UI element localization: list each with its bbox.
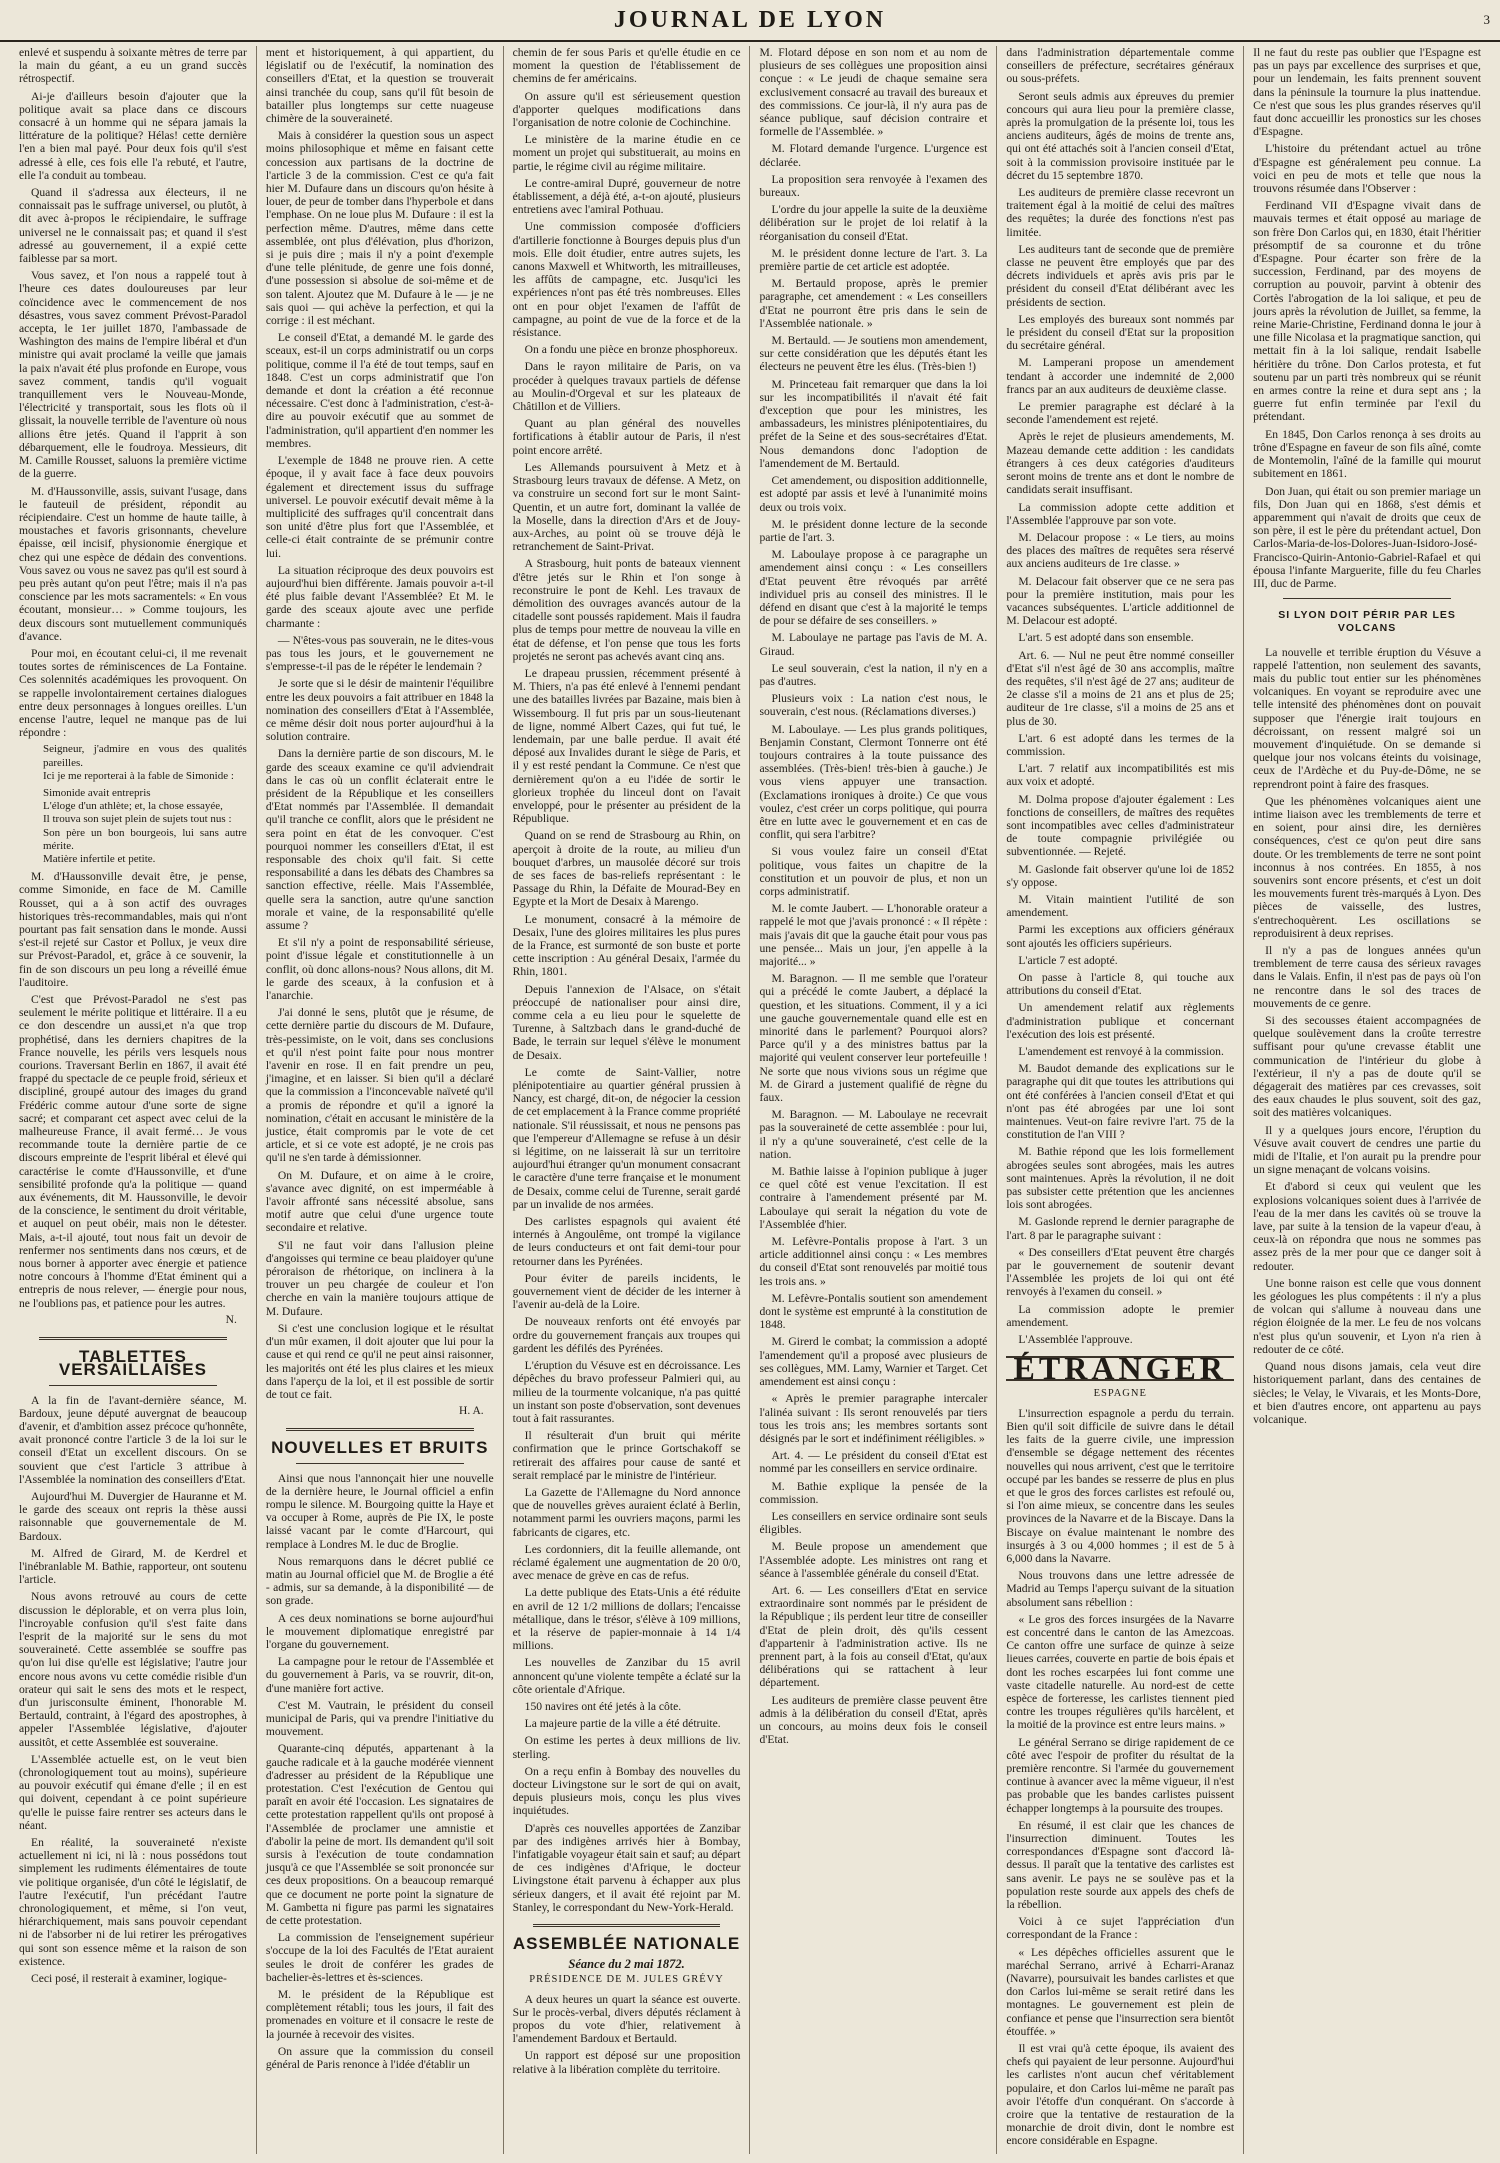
paragraph: M. le président de la République est complètement rétabli; tous les jours, il fait des promenades en voiture et il consacre le reste de la journée à recevoir des visites. — [265, 1988, 494, 2041]
paragraph: Si des secousses étaient accompagnées de quelque soulèvement dans la croûte terrestre suffisant pour qu'une crevasse établit une communication de l'intérieur du globe à l'extérieur, il n'y a pas de doute qu'il se dégagerait des matières par ces crevasses, soit des eaux chaudes le plus souvent, soit des gaz, soit des matières volcaniques. — [1253, 1014, 1481, 1120]
paragraph: L'éruption du Vésuve est en décroissance. Les dépêches du bravo professeur Palmieri qui, au milieu de la tourmente volcanique, n'a pas quitté un instant son poste d'observation, sont devenues tout à fait rassurantes. — [512, 1359, 741, 1425]
paragraph: A deux heures un quart la séance est ouverte. Sur le procès-verbal, divers députés réclament à propos du vote d'hier, relativement à l'amendement Bardoux et Bertauld. — [512, 1992, 741, 2046]
paragraph: M. Bathie répond que les lois formellement abrogées seules sont abrogées, mais les autres sont maintenues. Après la révolution, il ne doit pas subsister cette prétention que les anciennes lois sont abrogées. — [1006, 1145, 1235, 1212]
paragraph: ment et historiquement, à qui appartient, du législatif ou de l'exécutif, la nomination des conseillers d'Etat, et la question se trouverait ainsi tranchée du coup, sans qu'il fût besoin de batailler plus longtemps sur cette nuageuse chimère de la souveraineté. — [265, 46, 494, 126]
paragraph: Don Juan, qui était ou son premier mariage un fils, Don Juan qui en 1868, s'est démis et apparemment qui n'avait de droits que ceux de son père, il est le père du prétendant actuel, Don Carlos-Maria-de-los-Dolores-Juan-Isidoro-José-Francisco-Quirin-Antonio-Gabriel-Rafael et qui épousa l'infante Marguerite, fille du feu Charles III, duc de Parme. — [1253, 484, 1481, 590]
paragraph: dans l'administration départementale comme conseillers de préfecture, secrétaires généraux ou sous-préfets. — [1006, 46, 1235, 86]
section-heading: TABLETTES VERSAILLAISES — [58, 1347, 207, 1380]
paragraph: Mais à considérer la question sous un aspect moins philosophique et même en faisant cette concession aux partisans de la doctrine de l'article 3 de la commission. C'est ce qu'a fait hier M. Dufaure dans un discours qu'on hésite à louer, de peur de tomber dans l'hyperbole et dans l'emphase. On ne loue plus M. Dufaure : il est la perfection même. D'autres, même dans cette assemblée, ont plus d'élévation, plus d'horizon, si je puis dire ; mais il n'y a point d'exemple d'une telle plénitude, de genre une fois donné, d'une possession si absolue de soi-même et de son talent. Ajoutez que M. Dufaure à le — je ne sais quoi — qui achève la perfection, et qui la corrige : il est méchant. — [265, 129, 494, 328]
paragraph: La dette publique des Etats-Unis a été réduite en avril de 12 1/2 millions de dollars; l'encaisse métallique, dans le trésor, s'élève à 109 millions, et la réserve de papier-monnaie à 14 1/4 millions. — [512, 1586, 741, 1653]
paragraph: Si c'est une conclusion logique et le résultat d'un mûr examen, il doit ajouter que lui pour la cause et qui rend ce qu'il ne peut ainsi raisonner, les majorités ont été les plus claires et les mieux dans l'aperçu de la loi, et il est possible de sortir de tout ce fait. — [265, 1321, 494, 1401]
paragraph: M. le président donne lecture de l'art. 3. La première partie de cet article est adoptée. — [759, 246, 988, 274]
paragraph: M. Delacour fait observer que ce ne sera pas pour la première institution, mais pour les vacances subséquentes. L'article additionnel de M. Delacour est adopté. — [1006, 574, 1235, 628]
paragraph: Il résulterait d'un bruit qui mérite confirmation que le prince Gortschakoff se retirerait des affaires pour cause de santé et serait remplacé par le ministre de l'intérieur. — [512, 1429, 741, 1482]
paragraph: M. Gaslonde fait observer qu'une loi de 1852 s'y oppose. — [1006, 862, 1235, 889]
paragraph: L'Assemblée l'approuve. — [1018, 1333, 1133, 1347]
paragraph: A la fin de l'avant-dernière séance, M. Bardoux, jeune député auvergnat de beaucoup d'avenir, et d'ambition assez précoce qu'honnête, avait prononcé contre l'article 3 de la loi sur le conseil d'Etat un excellent discours. On se souvient que c'est l'article 3 attribue à l'Assemblée la nomination des conseillers d'Etat. — [19, 1393, 247, 1486]
paragraph: « Des conseillers d'Etat peuvent être chargés par le gouvernement de soutenir devant l'Assemblée les projets de loi qui ont été renvoyés à l'examen du conseil. » — [1006, 1245, 1235, 1299]
paragraph: L'exemple de 1848 ne prouve rien. A cette époque, il y avait face à face deux pouvoirs également et directement issus du suffrage universel. Le pouvoir exécutif devait même à la multiplicité des suffrages qu'il concentrait dans son unité d'être plus fort que l'Assemblée, et celle-ci était contrainte de se prémunir contre lui. — [265, 454, 494, 560]
paragraph: On assure que la commission du conseil général de Paris renonce à l'idée d'établir un — [265, 2044, 494, 2072]
paragraph: Que les phénomènes volcaniques aient une intime liaison avec les tremblements de terre et en soient, pour ainsi dire, les dernières conséquences, c'est ce qu'on peut dire sans doute. Or les tremblements de terre ne sont point inconnus à nos contrées. En 1855, à nos souvenirs sont encore présents, et c'est un doit les mouvements furent très-marqués à Lyon. Des pièces de vaisselle, des lustres, s'entrechoquèrent. Les oscillations se reproduisirent à deux reprises. — [1253, 794, 1481, 940]
paragraph: Vous savez, et l'on nous a rappelé tout à l'heure ces dates douloureuses par leur coïncidence avec le commencement de nos désastres, vous savez comment Prévost-Paradol accepta, le 1er juillet 1870, l'ambassade de Washington des mains de l'empire libéral et d'un ministre qui avait proclamé la veille que jamais la paix n'avait été plus profonde en Europe, vous savez comment, tandis qu'il voguait tranquillement vers le Nouveau-Monde, l'électricité y transportait, sous les flots où il glissait, la nouvelle terrible de l'aventure où nous allions être jetés. Quand il l'apprit à son débarquement, elle le foudroya. Messieurs, dit M. Camille Rousset, saluons la première victime de la guerre. — [19, 269, 247, 481]
paragraph: Ceci posé, il resterait à examiner, logique- — [31, 1972, 227, 1986]
paragraph: Les cordonniers, dit la feuille allemande, ont réclamé également une augmentation de 20 0/0, avec menace de grève en cas de refus. — [512, 1542, 741, 1583]
paragraph: Une bonne raison est celle que vous donnent les géologues les plus compétents : il n'y a plus de volcan qui s'allume à nouveau dans une région éloignée de la mer. Le feu de nos volcans n'est plus qu'un souvenir, et Lyon n'a rien à redouter de ce côté. — [1253, 1276, 1481, 1356]
paragraph: A Strasbourg, huit ponts de bateaux viennent d'être jetés sur le Rhin et l'on songe à reconstruire le pont de Kehl. Les travaux de démolition des ouvrages avancés autour de la citadelle sont poussés rapidement. Mais il faudra plus de temps pour mettre de nouveau la ville en état de défense, et l'on pense que tous les forts projetés ne seront pas achevés avant cinq ans. — [512, 557, 741, 663]
paragraph: Nous remarquons dans le décret publié ce matin au Journal officiel que M. de Broglie a été - admis, sur sa demande, à la disponibilité — de son grade. — [265, 1554, 494, 1608]
paragraph: Un amendement relatif aux règlements d'administration publique et concernant l'exécution des lois est présenté. — [1006, 1001, 1235, 1041]
paragraph: Nous avons retrouvé au cours de cette discussion le déplorable, et on verra plus loin, l'incroyable confusion qu'il s'est faite dans l'esprit de la majorité sur le sens du mot souveraineté. Cette assemblée se souffre pas qu'on lui dise qu'elle est législative; l'autre jour encore nous avons vu cette comédie risible d'un orateur qui sait le sens des mots et le respect, d'un jurisconsulte éminent, l'honorable M. Bertauld, contraint, à l'égard des apostrophes, à appeler l'Assemblée législative, d'ajouter aussitôt, et cette Assemblée est souveraine. — [19, 1590, 247, 1749]
paragraph: La commission adopte cette addition et l'Assemblée l'approuve par son vote. — [1006, 500, 1235, 527]
paragraph: Pour éviter de pareils incidents, le gouvernement vient de décider de les interner à l'avenir au-delà de la Loire. — [512, 1271, 741, 1312]
paragraph: La nouvelle et terrible éruption du Vésuve a rappelé l'attention, non seulement des savants, mais du public tout entier sur les phénomènes volcaniques. En voyant se reproduire avec une telle intensité des phénomènes dont on pouvait supposer que l'énergie irait toujours en décroissant, on ressent malgré soi un mouvement d'inquiétude. On se demande si quelque jour nos volcans éteints du voisinage, ceux de l'Ardèche et du Puy-de-Dôme, ne se reprendront point à faire des frasques. — [1253, 645, 1481, 791]
paragraph: Il n'y a pas de longues années qu'un tremblement de terre causa des sérieux ravages dans le Valais. Enfin, il n'est pas de pays où l'on ne rencontre dans le sol des traces de mouvements de ce genre. — [1253, 944, 1481, 1010]
paragraph: M. Bathie laisse à l'opinion publique à juger ce quel côté est venue l'excitation. Il est contraire à l'amendement présenté par M. Laboulaye qui serait la négation du vote de l'Assemblée d'hier. — [759, 1165, 988, 1231]
paragraph: En résumé, il est clair que les chances de l'insurrection diminuent. Toutes les correspondances d'Espagne sont d'accord là-dessus. Il paraît que la tentative des carlistes est sans avenir. Le pays ne se soulève pas et la population reste sourde aux appels des chefs de la rébellion. — [1006, 1818, 1235, 1911]
session-date: Séance du 2 mai 1872. — [568, 1957, 685, 1972]
verse-line: Seigneur, j'admire en vous des qualités pareilles. — [43, 743, 247, 769]
paragraph: En 1845, Don Carlos renonça à ses droits au trône d'Espagne en faveur de son fils aîné, comte de Montemolin, l'aîné de la famille qui mourut subitement en 1861. — [1253, 427, 1481, 481]
paragraph: « Le gros des forces insurgées de la Navarre est concentré dans le canton de las Amezcoas. Ce canton offre une surface de quinze à seize lieues carrées, couverte en partie de bois épais et dont les roches escarpées lui font comme une vaste citadelle naturelle. Au nord-est de cette espèce de forteresse, les carlistes tiennent pied contre les troupes régulières qu'ils harcèlent, et la moitié de la province est entre leurs mains. » — [1006, 1612, 1235, 1732]
paragraph: Dans le rayon militaire de Paris, on va procéder à quelques travaux partiels de défense au Moulin-d'Orgeval et sur les plateaux de Châtillon et de Villiers. — [512, 360, 741, 414]
paragraph: La situation réciproque des deux pouvoirs est aujourd'hui bien différente. Jamais pouvoir a-t-il été plus faible devant l'Assemblée? Et M. le garde des sceaux ajoute avec une perfide charmante : — [265, 563, 494, 630]
subsection-heading: ESPAGNE — [1093, 1388, 1147, 1400]
paragraph: On a fondu une pièce en bronze phosphoreux. — [524, 343, 738, 357]
paragraph: La proposition sera renvoyée à l'examen des bureaux. — [759, 172, 988, 200]
paragraph: Il est vrai qu'à cette époque, ils avaient des chefs qui payaient de leur personne. Aujourd'hui les carlistes n'ont aucun chef véritablement populaire, et don Carlos lui-même ne paraît pas avoir l'étoffe d'un conquérant. On s'accorde à croire que la tentative de restauration de la monarchie de droit divin, dont le nombre est encore considérable en Espagne. — [1006, 2042, 1235, 2148]
paragraph: Nous trouvons dans une lettre adressée de Madrid au Temps l'aperçu suivant de la situation absolument sans rébellion : — [1006, 1569, 1235, 1609]
paragraph: M. le comte Jaubert. — L'honorable orateur a rappelé le mot que j'avais prononcé : « Il répète : mais j'avais dit que la gauche était pour vous pas une pensée... Mais un jour, j'en appelle à la majorité... » — [759, 902, 988, 968]
paragraph: C'est M. Vautrain, le président du conseil municipal de Paris, qui va prendre l'initiative du mouvement. — [265, 1698, 494, 1739]
paragraph: On a reçu enfin à Bombay des nouvelles du docteur Livingstone sur le sort de qui on avait, depuis plusieurs mois, conçu les plus vives inquiétudes. — [512, 1764, 741, 1818]
paragraph: Cet amendement, ou disposition additionnelle, est adopté par assis et levé à l'unanimité moins deux ou trois voix. — [759, 474, 988, 514]
columns — [10, 46, 1490, 2154]
paragraph: Quarante-cinq députés, appartenant à la gauche radicale et à la gauche modérée viennent d'adresser au président de la République une protestation. C'est l'exécution de Gentou qui paraît en avoir été l'occasion. Les signataires de cette protestation rappellent qu'ils ont proposé à l'Assemblée de proclamer une amnistie et d'abolir la peine de mort. Ils demandent qu'il soit sursis à l'exécution de toute condamnation jusqu'à ce que l'Assemblée se soit prononcée sur ces deux propositions. On a beaucoup remarqué que ce document ne porte point la signature de M. Gambetta ni figure pas parmi les signataires de cette protestation. — [265, 1742, 494, 1928]
paragraph: Le comte de Saint-Vallier, notre plénipotentiaire au quartier général prussien à Nancy, est chargé, dit-on, de négocier la cession de cet emplacement à la France comme propriété nationale. S'il réussissait, et nous ne pensons pas que l'empereur d'Allemagne se refuse à un désir si légitime, on ne laisserait là sur un territoire aujourd'hui étranger qu'un monument consacrant le caractère d'une terre française et le monument de Desaix, comme celui de Turenne, serait gardé par un invalide de nos armées. — [512, 1065, 741, 1211]
verse-line: Son père un bon bourgeois, lui sans autre mérite. — [43, 826, 247, 852]
section-heading-foreign: ÉTRANGER — [1006, 1356, 1234, 1381]
paragraph: M. Lefèvre-Pontalis propose à l'art. 3 un article additionnel ainsi conçu : « Les membres du conseil d'Etat sont renouvelés par moitié tous les trois ans. » — [759, 1235, 988, 1288]
paragraph: enlevé et suspendu à soixante mètres de terre par la main du géant, a eu un grand succès rétrospectif. — [19, 46, 247, 86]
paragraph: La commission de l'enseignement supérieur s'occupe de la loi des Facultés de l'Etat auraient seules le droit de conférer les grades de bachelier-ès-lettres et ès-sciences. — [265, 1931, 494, 1984]
paragraph: Le premier paragraphe est déclaré à la seconde l'amendement est rejeté. — [1006, 400, 1235, 427]
paragraph: M. le président donne lecture de la seconde partie de l'art. 3. — [759, 517, 988, 544]
verse-line: Simonide avait entrepris — [43, 786, 151, 799]
paragraph: M. d'Haussonville devait être, je pense, comme Simonide, en face de M. Camille Rousset, qui a à son actif des ouvrages historiques très-recommandables, mais qui n'ont pourtant pas fait sensation dans le monde. Aussi s'est-il rejeté sur Castor et Pollux, je veux dire sur Prévost-Paradol, et, grâce à ce souvenir, la fin de son discours un peu long a réveillé émue l'auditoire. — [19, 870, 247, 989]
paragraph: On M. Dufaure, et on aime à le croire, s'avance avec dignité, on est imperméable à l'avoir affronté sans nécessité absolue, sans motif autre que celui d'une urgence toute secondaire et relative. — [265, 1168, 494, 1235]
paragraph: De nouveaux renforts ont été envoyés par ordre du gouvernement français aux troupes qui gardent les défilés des Pyrénées. — [512, 1315, 741, 1355]
verse-line: L'éloge d'un athlète; et, la chose essayée, — [43, 800, 223, 813]
paragraph: M. Gaslonde reprend le dernier paragraphe de l'art. 8 par le paragraphe suivant : — [1006, 1215, 1235, 1242]
paragraph: M. Laboulaye. — Les plus grands politiques, Benjamin Constant, Clermont Tonnerre ont été toujours contraires à la toute puissance des assemblées. (Très-bien! très-bien à gauche.) Je vous viens appuyer une transaction. (Exclamations ironiques à droite.) Ce que vous voulez, c'est créer un corps politique, qui pourra être en lutte avec le gouvernement et en cas de conflit, qui sera l'arbitre? — [759, 722, 988, 842]
paragraph: Les conseillers en service ordinaire sont seuls éligibles. — [759, 1509, 988, 1537]
column-1 — [10, 46, 257, 2154]
paragraph: Des carlistes espagnols qui avaient été internés à Angoulême, ont trompé la vigilance de leurs conducteurs et ont fait demi-tour pour retourner dans les Pyrénées. — [512, 1215, 741, 1268]
paragraph: Les employés des bureaux sont nommés par le président du conseil d'Etat sur la proposition du secrétaire général. — [1006, 312, 1235, 353]
divider — [1283, 598, 1451, 599]
paragraph: L'art. 5 est adopté dans son ensemble. — [1018, 631, 1194, 645]
divider — [533, 1924, 721, 1927]
paragraph: Le seul souverain, c'est la nation, il n'y en a pas d'autres. — [759, 661, 988, 688]
paragraph: M. Bertauld. — Je soutiens mon amendement, sur cette considération que les députés étant les électeurs ne peuvent être les élus. (Très-bien !) — [759, 334, 988, 374]
paragraph: Les Allemands poursuivent à Metz et à Strasbourg leurs travaux de défense. A Metz, on va construire un second fort sur le mont Saint-Quentin, et un autre fort, dominant la vallée de la Moselle, dans la direction d'Ars et de Jouy-aux-Arches, au point où se trouve déjà le retranchement de Saint-Privat. — [512, 460, 741, 554]
paragraph: Parmi les exceptions aux officiers généraux sont ajoutés les officiers supérieurs. — [1006, 923, 1235, 950]
paragraph: M. Girerd le combat; la commission a adopté l'amendement qu'il a proposé avec plusieurs de ses collègues, MM. Lamy, Warnier et Target. Cet amendement est ainsi conçu : — [759, 1335, 988, 1389]
paragraph: « Après le premier paragraphe intercaler l'alinéa suivant : Ils seront renouvelés par tiers tous les trois ans; les membres sortants sont désignés par le sort et indéfiniment rééligibles. » — [759, 1392, 988, 1445]
verse-line: Matière infertile et petite. — [43, 852, 156, 865]
column-3 — [504, 46, 751, 2154]
paragraph: M. Laboulaye propose à ce paragraphe un amendement ainsi conçu : « Les conseillers d'Etat peuvent être révoqués par arrêté individuel pris au conseil des ministres. Il le défend en disant que c'est à la majorité le temps de pour se défaire de ses conseillers. » — [759, 548, 988, 628]
paragraph: L'ordre du jour appelle la suite de la deuxième délibération sur le projet de loi relatif à la réorganisation du conseil d'Etat. — [759, 203, 988, 243]
paragraph: L'art. 7 relatif aux incompatibilités est mis aux voix et adopté. — [1006, 762, 1235, 789]
paragraph: M. Delacour propose : « Le tiers, au moins des places des maîtres de requêtes sera réservé aux anciens auditeurs de 1re classe. » — [1006, 530, 1235, 571]
paragraph: La commission adopte le premier amendement. — [1006, 1302, 1235, 1329]
divider — [296, 1463, 464, 1464]
paragraph: M. Baudot demande des explications sur le paragraphe qui dit que toutes les attributions qui ont été conférées à l'ancien conseil d'Etat et qui n'ont pas été abrogées par une loi sont maintenues. Veut-on faire revivre l'art. 75 de la constitution de l'an VIII ? — [1006, 1062, 1235, 1142]
paragraph: Le drapeau prussien, récemment présenté à M. Thiers, n'a pas été enlevé à l'ennemi pendant une des batailles livrées par Bazaine, mais bien à Wissembourg. Il fut pris par un sous-lieutenant de ligne, nommé Albert Cazes, qui fut tué, le lendemain, par une balle perdue. Il avait été déposé aux Invalides durant le siège de Paris, et il y est resté pendant la Commune. Ce n'est que dernièrement qu'on a eu l'idée de sortir le glorieux trophée du linceul dont on l'avait enveloppé, pour le présenter au président de la République. — [512, 666, 741, 826]
column-5 — [997, 46, 1244, 2154]
paragraph: Le contre-amiral Dupré, gouverneur de notre établissement, a déjà été, a-t-on ajouté, plusieurs entretiens avec l'amiral Pothuau. — [512, 176, 741, 217]
paragraph: M. Vitain maintient l'utilité de son amendement. — [1006, 892, 1235, 920]
paragraph: L'histoire du prétendant actuel au trône d'Espagne est généralement peu connue. La voici en peu de mots et telle que nous la trouvons résumée dans l'Observer : — [1253, 142, 1481, 196]
paragraph: Les auditeurs tant de seconde que de première classe ne peuvent être employés que par des décrets individuels et après avis pris par le président du conseil d'Etat délibérant avec les présidents de section. — [1006, 242, 1235, 309]
paragraph: Ainsi que nous l'annonçait hier une nouvelle de la dernière heure, le Journal officiel a enfin rompu le silence. M. Bourgoing quitte la Haye et va occuper à Rome, auprès de Pie IX, le poste laissé vacant par le comte d'Harcourt, qui remplace à Londres M. le duc de Broglie. — [265, 1471, 494, 1551]
paragraph: M. Baragnon. — M. Laboulaye ne recevrait pas la souveraineté de cette assemblée : pour lui, il n'y a qu'une souveraineté, c'est celle de la nation. — [759, 1108, 988, 1161]
paragraph: C'est que Prévost-Paradol ne s'est pas seulement le mérite politique et littéraire. Il a eu ce don descendre un aussi,et n'a que trop prophétisé, dans les derniers chapitres de la France nouvelle, les périls vers lesquels nous courions. Traversant Berlin en 1867, il avait été frappé du spectacle de ce peuple froid, sérieux et discipliné, groupé autour des images du grand Frédéric comme autour d'une sorte de signe sacré; et comparant cet aspect avec celui de la malheureuse France, il avait fermé… Je vous recommande toute la dernière partie de ce discours empreinte de l'esprit libéral et élevé qui caractérise le comte d'Haussonville, et d'une sensibilité profonde qu'a la politique — quand aux événements, dit M. Haussonville, le devoir de la conscience, le sentiment du droit véritable, et auquel on peut obéir, mais non le détester. Mais, a-t-il ajouté, tout nous fait un devoir de renfermer nos sentiments dans nos cœurs, et de nous borner à apporter avec énergie et patience notre concours à l'homme d'Etat éminent qui a entrepris de nous relever, — énergie pour nous, ne l'oublions pas, et patience pour les autres. — [19, 993, 247, 1310]
paragraph: Les auditeurs de première classe recevront un traitement égal à la moitié de celui des maîtres des requêtes; la durée des fonctions n'est pas limitée. — [1006, 186, 1235, 239]
paragraph: Plusieurs voix : La nation c'est nous, le souverain, c'est nous. (Réclamations diverses.) — [759, 692, 988, 719]
paragraph: M. d'Haussonville, assis, suivant l'usage, dans le fauteuil de président, répondit au récipiendaire. C'est un homme de haute taille, à moustaches et favoris grisonnants, chevelure épaisse, œil incisif, physionomie énergique et chez qui une espèce de dédain des conventions. Vous savez ou vous ne savez pas qu'il est sourd à peu près autant qu'on peut l'être; mais il n'a pas conscience par les mots sacramentels: « En vous écoutant, monsieur… » Comme toujours, les deux discours sont mutuellement communiqués d'avance. — [19, 484, 247, 643]
paragraph: M. Flotard dépose en son nom et au nom de plusieurs de ses collègues une proposition ainsi conçue : « Le jeudi de chaque semaine sera exclusivement consacré au travail des bureaux et des commissions. Ce jour-là, il n'y aura pas de séance publique, sauf décision contraire et formelle de l'Assemblée. » — [759, 46, 988, 139]
paragraph: Voici à ce sujet l'appréciation d'un correspondant de la France : — [1006, 1915, 1235, 1942]
page-number: 3 — [1483, 12, 1490, 27]
article-heading: SI LYON DOIT PÉRIR PAR LES VOLCANS — [1278, 609, 1456, 635]
paragraph: Les nouvelles de Zanzibar du 15 avril annoncent qu'une violente tempête a éclaté sur la côte orientale d'Afrique. — [512, 1656, 741, 1696]
paragraph: Un rapport est déposé sur une proposition relative à la libération complète du territoire. — [512, 2049, 741, 2076]
paragraph: chemin de fer sous Paris et qu'elle étudie en ce moment la question de l'établissement de chemins de fer américains. — [512, 46, 741, 86]
paragraph: Ai-je d'ailleurs besoin d'ajouter que la politique avait sa place dans ce discours consacré à un homme qui ne sépara jamais la littérature de la politique? Hélas! cette dernière l'en a bien mal payé. Pour deux fois qu'il s'est adressé à elle, ces fois elle l'a rebuté, et l'autre, elle l'a conduit au tombeau. — [19, 89, 247, 182]
paragraph: 150 navires ont été jetés à la côte. — [524, 1699, 682, 1713]
paragraph: L'amendement est renvoyé à la commission. — [1018, 1045, 1224, 1059]
paragraph: « Les dépêches officielles assurent que le maréchal Serrano, arrivé à Echarri-Aranaz (Navarre), poursuivait les bandes carlistes et que don Carlos lui-même se serait retiré dans les montagnes. Le gouvernement est plein de confiance et pense que l'insurrection sera bientôt étouffée. » — [1006, 1945, 1235, 2038]
signature: N. — [225, 1313, 237, 1326]
paragraph: L'insurrection espagnole a perdu du terrain. Bien qu'il soit difficile de suivre dans le détail les faits de la guerre civile, une impression d'ensemble se dégage nettement des récentes nouvelles qui nous arrivent, c'est que le territoire occupé par les bandes se resserre de plus en plus et que le gros des forces carlistes est refoulé ou, si l'on aime mieux, se concentre dans les seules provinces de la Navarre et de la Biscaye. Dans la Biscaye on évalue maintenant le nombre des insurgés à 3 ou 4,000 hommes ; il est de 5 à 6,000 dans la Navarre. — [1006, 1406, 1235, 1565]
paragraph: La campagne pour le retour de l'Assemblée et du gouvernement à Paris, va se rouvrir, dit-on, d'une manière fort active. — [265, 1655, 494, 1695]
column-4 — [750, 46, 997, 2154]
paragraph: Art. 6. — Les conseillers d'Etat en service extraordinaire sont nommés par le président de la République ; ils perdent leur titre de conseiller d'Etat de plein droit, dès qu'ils cessent d'appartenir à l'administration active. Ils ne prennent part, à la fois au conseil d'Etat, qu'aux délibérations qui se rattachent à leur département. — [759, 1583, 988, 1690]
paragraph: Le général Serrano se dirige rapidement de ce côté avec l'espoir de profiter du résultat de la première rencontre. Si l'armée du gouvernement continue à avancer avec la même vigueur, il n'est pas probable que les bandes carlistes puissent échapper longtemps à la poursuite des troupes. — [1006, 1735, 1235, 1815]
paragraph: Pour moi, en écoutant celui-ci, il me revenait toutes sortes de réminiscences de La Fontaine. Ces solennités académiques les provoquent. On se rappelle involontairement certaines dialogues entre deux personnages à longues oreilles. L'un encense l'autre, lequel ne manque pas de lui répondre : — [19, 646, 247, 740]
signature: H. A. — [459, 1405, 484, 1418]
paragraph: Aujourd'hui M. Duvergier de Hauranne et M. le garde des sceaux ont repris la thèse aussi raisonnable que gouvernementale de M. Bardoux. — [19, 1489, 247, 1543]
paragraph: M. Bertauld propose, après le premier paragraphe, cet amendement : « Les conseillers d'Etat ne pourront être pris dans le sein de l'Assemblée nationale. » — [759, 277, 988, 330]
paragraph: M. Flotard demande l'urgence. L'urgence est déclarée. — [759, 142, 988, 169]
paragraph: Il y a quelques jours encore, l'éruption du Vésuve avait couvert de cendres une partie du midi de l'Italie, et l'on aurait pu la prendre pour un signe menaçant de volcans voisins. — [1253, 1123, 1481, 1177]
presidency: PRÉSIDENCE DE M. JULES GRÉVY — [529, 1974, 724, 1986]
divider — [39, 1337, 227, 1340]
divider — [49, 1385, 217, 1386]
paragraph: Les auditeurs de première classe peuvent être admis à la délibération du conseil d'Etat, après un concours, au moins deux fois le conseil d'Etat. — [759, 1693, 988, 1747]
paragraph: L'article 7 est adopté. — [1018, 953, 1118, 967]
paragraph: On estime les pertes à deux millions de liv. sterling. — [512, 1734, 741, 1761]
column-6 — [1244, 46, 1490, 2154]
paragraph: Je sorte que si le désir de maintenir l'équilibre entre les deux pouvoirs a fait attribuer en 1848 la nomination des conseillers d'Etat à l'Assemblée, ce même désir doit nous porter aujourd'hui à la solution contraire. — [265, 677, 494, 744]
paragraph: En réalité, la souveraineté n'existe actuellement ni ici, ni là : nous possédons tout simplement les rudiments élémentaires de toute vie politique organisée, d'un côté le législatif, de l'autre l'exécutif, l'un précédant l'autre chronologiquement, et même, si l'on veut, hiérarchiquement, mais sans pouvoir cependant ni de l'absorber ni de lui retirer les prérogatives qui sont son essence même et la raison de son existence. — [19, 1836, 247, 1968]
paragraph: A ces deux nominations se borne aujourd'hui le mouvement diplomatique enregistré par l'organe du gouvernement. — [265, 1611, 494, 1651]
paragraph: L'Assemblée actuelle est, on le veut bien (chronologiquement tout au moins), supérieure au pouvoir exécutif qui émane d'elle ; il en est qui doivent, cependant à ce point supérieure qu'elle le puisse faire rentrer ses acteurs dans le néant. — [19, 1752, 247, 1832]
paragraph: — N'êtes-vous pas souverain, ne le dites-vous pas tous les jours, et le gouvernement ne s'empresse-t-il pas de le répéter le lendemain ? — [265, 633, 494, 674]
paragraph: Une commission composée d'officiers d'artillerie fonctionne à Bourges depuis plus d'un mois. Elle doit étudier, entre autres sujets, les canons Maxwell et Whitworth, les mitrailleuses, les affûts de campagne, etc. Jusqu'ici les expériences n'ont pas été très nombreuses. Elles ont en pour objet l'examen de l'affût de campagne, au point de vue de la force et de la résistance. — [512, 220, 741, 340]
paragraph: Si vous voulez faire un conseil d'Etat politique, vous faites un chapitre de la constitution et un pouvoir de plus, et non un corps administratif. — [759, 845, 988, 898]
paragraph: Et d'abord si ceux qui veulent que les explosions volcaniques soient dues à l'arrivée de l'eau de la mer dans les cavités où se trouve la lave, par suite à la tension de la vapeur d'eau, à ceux-là on répondra que nous ne sommes pas assez près de la mer pour que ce danger soit à redouter. — [1253, 1180, 1481, 1273]
paragraph: Le conseil d'Etat, a demandé M. le garde des sceaux, est-il un corps administratif ou un corps politique, comme il l'a été de tout temps, sauf en 1848. C'est un corps administratif que l'on demande et dont la création a été reconnue nécessaire. C'est donc à l'administration, c'est-à-dire au pouvoir exécutif que au sommet de l'administration, qu'il appartient d'en nommer les membres. — [265, 331, 494, 450]
section-heading: NOUVELLES ET BRUITS — [271, 1438, 489, 1458]
paragraph: M. Baragnon. — Il me semble que l'orateur qui a précédé le comte Jaubert, a déplacé la question, et les situations. Comment, il y a ici une gauche gouvernementale quand elle est en minorité dans le parlement? Pourquoi alors? Parce qu'il y a des ministres battus par la majorité qui veulent conserver leur portefeuille ! Ne sorte que nous vivions sous un régime que M. de Girard a justement qualifié de règne du faux. — [759, 972, 988, 1105]
newspaper-title: JOURNAL DE LYON — [613, 7, 887, 33]
paragraph: Quand nous disons jamais, cela veut dire historiquement parlant, dans des centaines de siècles; le Velay, le Vivarais, et les Monts-Dore, et bien d'autres encore, ont appartenu au pays volcanique. — [1253, 1360, 1481, 1426]
paragraph: M. Lefèvre-Pontalis soutient son amendement dont le système est emprunté à la constitution de 1848. — [759, 1291, 988, 1332]
verse-quote — [19, 787, 247, 866]
paragraph: On passe à l'article 8, qui touche aux attributions du conseil d'Etat. — [1006, 971, 1235, 998]
paragraph: M. Alfred de Girard, M. de Kerdrel et l'inébranlable M. Bathie, rapporteur, ont soutenu l'article. — [19, 1546, 247, 1587]
paragraph: Ferdinand VII d'Espagne vivait dans de mauvais termes et était opposé au mariage de son frère Don Carlos qui, en 1830, était l'héritier présomptif de sa couronne et du trône d'Espagne. Pour écarter son frère de la succession, Ferdinand, par des moyens de corruption au pouvoir, parvint à obtenir des Cortès l'abrogation de la loi salique, et peu de jours après la révolution de Juillet, sa femme, la reine Marie-Christine, Ferdinand donna le jour à une fille Nicolasa et la pragmatique sanction, qui mettait fin à la loi salique, rendait Isabelle héritière du trône. Don Carlos protesta, et fut soutenu par un parti très nombreux qui se réunit en armes contre la reine et dura sept ans ; la guerre fut enfin terminée par l'exil du prétendant. — [1253, 199, 1481, 424]
paragraph: Après le rejet de plusieurs amendements, M. Mazeau demande cette addition : les candidats étrangers à ces deux catégories d'auditeurs seront moins de trente ans et dont le nombre de candidats serait insuffisant. — [1006, 430, 1235, 497]
paragraph: On assure qu'il est sérieusement question d'apporter quelques modifications dans l'organisation de notre colonie de Cochinchine. — [512, 89, 741, 130]
section-heading: ASSEMBLÉE NATIONALE — [512, 1934, 741, 1954]
paragraph: Dans la dernière partie de son discours, M. le garde des sceaux examine ce qu'il adviendrait dans le cas où un conflit éclaterait entre le président de la République et les conseillers d'Etat nommés par l'Assemblée. Il demandait qu'il tranche ce conflit, alors que le président ne sera point en état de les convoquer. C'est pourquoi nommer les conseillers d'Etat, il est responsable des choix qu'il fait. Si cette responsabilité a dans les débats des Chambres sa sanction effective, réelle. Mais l'Assemblée, quelle sera la sanction, autre qu'une sanction morale et vaine, de la responsabilité qu'elle assume ? — [265, 747, 494, 932]
paragraph: La majeure partie de la ville a été détruite. — [524, 1717, 721, 1731]
paragraph: M. Beule propose un amendement que l'Assemblée adopte. Les ministres ont rang et séance à l'assemblée générale du conseil d'Etat. — [759, 1540, 988, 1580]
paragraph: Depuis l'annexion de l'Alsace, on s'était préoccupé de nationaliser pour ainsi dire, comme cela a eu lieu pour le squelette de Turenne, à Saltzbach dans le grand-duché de Bade, le terrain sur lequel s'élève le monument de Desaix. — [512, 982, 741, 1062]
paragraph: J'ai donné le sens, plutôt que je résume, de cette dernière partie du discours de M. Dufaure, très-pessimiste, on le voit, dans ses conclusions et qu'il n'est point faite pour nous montrer l'avenir en rose. Il en fait prendre un peu, j'imagine, et en laisser. Si bien qu'il a déclaré que la commission a l'inconcevable naïveté qu'il a promis de répondre et qu'il a ignoré la nomination, c'était en accusant le ministère de la justice, était compromis par le vote de cet article, et si ce vote est adopté, je ne crois pas qu'il ne s'en tarde à démissionner. — [265, 1006, 494, 1165]
masthead — [0, 0, 1500, 42]
verse-quote — [19, 743, 247, 783]
verse-line: Il trouva son sujet plein de sujets tout nus : — [43, 813, 232, 826]
paragraph: Seront seuls admis aux épreuves du premier concours qui aura lieu pour la première classe, après la promulgation de la présente loi, tous les anciens auditeurs, âgés de moins de trente ans, qui ont été attachés soit à l'ancien conseil d'Etat, soit à la commission provisoire instituée par le décret du 15 septembre 1870. — [1006, 89, 1235, 182]
paragraph: M. Princeteau fait remarquer que dans la loi sur les incompatibilités il n'avait été fait d'exception que pour les ministres, les ambassadeurs, les ministres plénipotentiaires, du préfet de la Seine et des sous-secrétaires d'Etat. Nous demandons donc l'adoption de l'amendement de M. Bertauld. — [759, 377, 988, 470]
paragraph: D'après ces nouvelles apportées de Zanzibar par des indigènes arrivés hier à Bombay, l'infatigable voyageur était sain et sauf; au départ de ces indigènes d'Afrique, le docteur Livingstone était parvenu à échapper aux plus sérieux dangers, et il avait été rejoint par M. Stanley, le correspondant du New-York-Herald. — [512, 1821, 741, 1914]
paragraph: M. Dolma propose d'ajouter également : Les fonctions de conseillers, de maîtres des requêtes sont incompatibles avec celles d'administrateur de toute compagnie privilégiée ou subventionnée. — Rejeté. — [1006, 792, 1235, 859]
divider — [286, 1428, 474, 1431]
paragraph: Quand on se rend de Strasbourg au Rhin, on aperçoit à droite de la route, au milieu d'un bouquet d'arbres, un mausolée décoré sur trois de ses faces de bas-reliefs représentant : le Passage du Rhin, la Défaite de Mourad-Bey en Egypte et la Mort de Desaix à Marengo. — [512, 829, 741, 909]
paragraph: M. Laboulaye ne partage pas l'avis de M. A. Giraud. — [759, 631, 988, 658]
paragraph: M. Bathie explique la pensée de la commission. — [759, 1479, 988, 1506]
paragraph: Et s'il n'y a point de responsabilité sérieuse, point d'issue légale et constitutionnelle à un conflit, où donc allons-nous? Nous allons, dit M. le garde des sceaux, à la confusion et à l'anarchie. — [265, 936, 494, 1003]
paragraph: La Gazette de l'Allemagne du Nord annonce que de nouvelles grèves auraient éclaté à Berlin, notamment parmi les ouvriers maçons, parmi les fabricants de cigares, etc. — [512, 1485, 741, 1539]
paragraph: Quand il s'adressa aux électeurs, il ne connaissait pas le suffrage universel, ou plutôt, à dit avec à-propos le récipiendaire, le suffrage universel ne le connaissait pas; et quand il s'est adressé au gouvernement, il a expié cette faiblesse par sa mort. — [19, 186, 247, 266]
column-2 — [257, 46, 504, 2154]
paragraph: M. Lamperani propose un amendement tendant à accorder une indemnité de 2,000 francs par an aux auditeurs de deuxième classe. — [1006, 356, 1235, 396]
paragraph: Le monument, consacré à la mémoire de Desaix, l'une des gloires militaires les plus pures de la France, est surmonté de son buste et porte cette inscription : Au général Desaix, l'armée du Rhin, 1801. — [512, 912, 741, 979]
paragraph: S'il ne faut voir dans l'allusion pleine d'angoisses qui termine ce beau plaidoyer qu'une péroraison de rhétorique, on inclinera à la trouver un peu chargée de couleur et l'on cherche en vain la manière toujours attique de M. Dufaure. — [265, 1238, 494, 1318]
paragraph: L'art. 6 est adopté dans les termes de la commission. — [1006, 731, 1235, 758]
paragraph: Il ne faut du reste pas oublier que l'Espagne est pas un pays par excellence des surprises et que, pour un lendemain, les faits prennent souvent dans la péninsule la tournure la plus inattendue. Ce n'est que sous les plus grandes réserves qu'il faut donc accueillir les pronostics sur les choses d'Espagne. — [1253, 46, 1481, 139]
paragraph: Art. 4. — Le président du conseil d'Etat est nommé par les conseillers en service ordinaire. — [759, 1449, 988, 1476]
paragraph: Le ministère de la marine étudie en ce moment un projet qui substituerait, au moins en partie, le régime civil au régime militaire. — [512, 133, 741, 173]
verse-line: Ici je me reporterai à la fable de Simonide : — [43, 769, 234, 782]
paragraph: Quant au plan général des nouvelles fortifications à établir autour de Paris, il n'est point encore arrêté. — [512, 417, 741, 457]
paragraph: Art. 6. — Nul ne peut être nommé conseiller d'Etat s'il n'est âgé de 30 ans accomplis, maître des requêtes, s'il n'est âgé de 27 ans; auditeur de 2e classe s'il a moins de 21 ans et plus de 25; auditeur de 1re classe, s'il a moins de 25 ans et plus de 30. — [1006, 648, 1235, 728]
